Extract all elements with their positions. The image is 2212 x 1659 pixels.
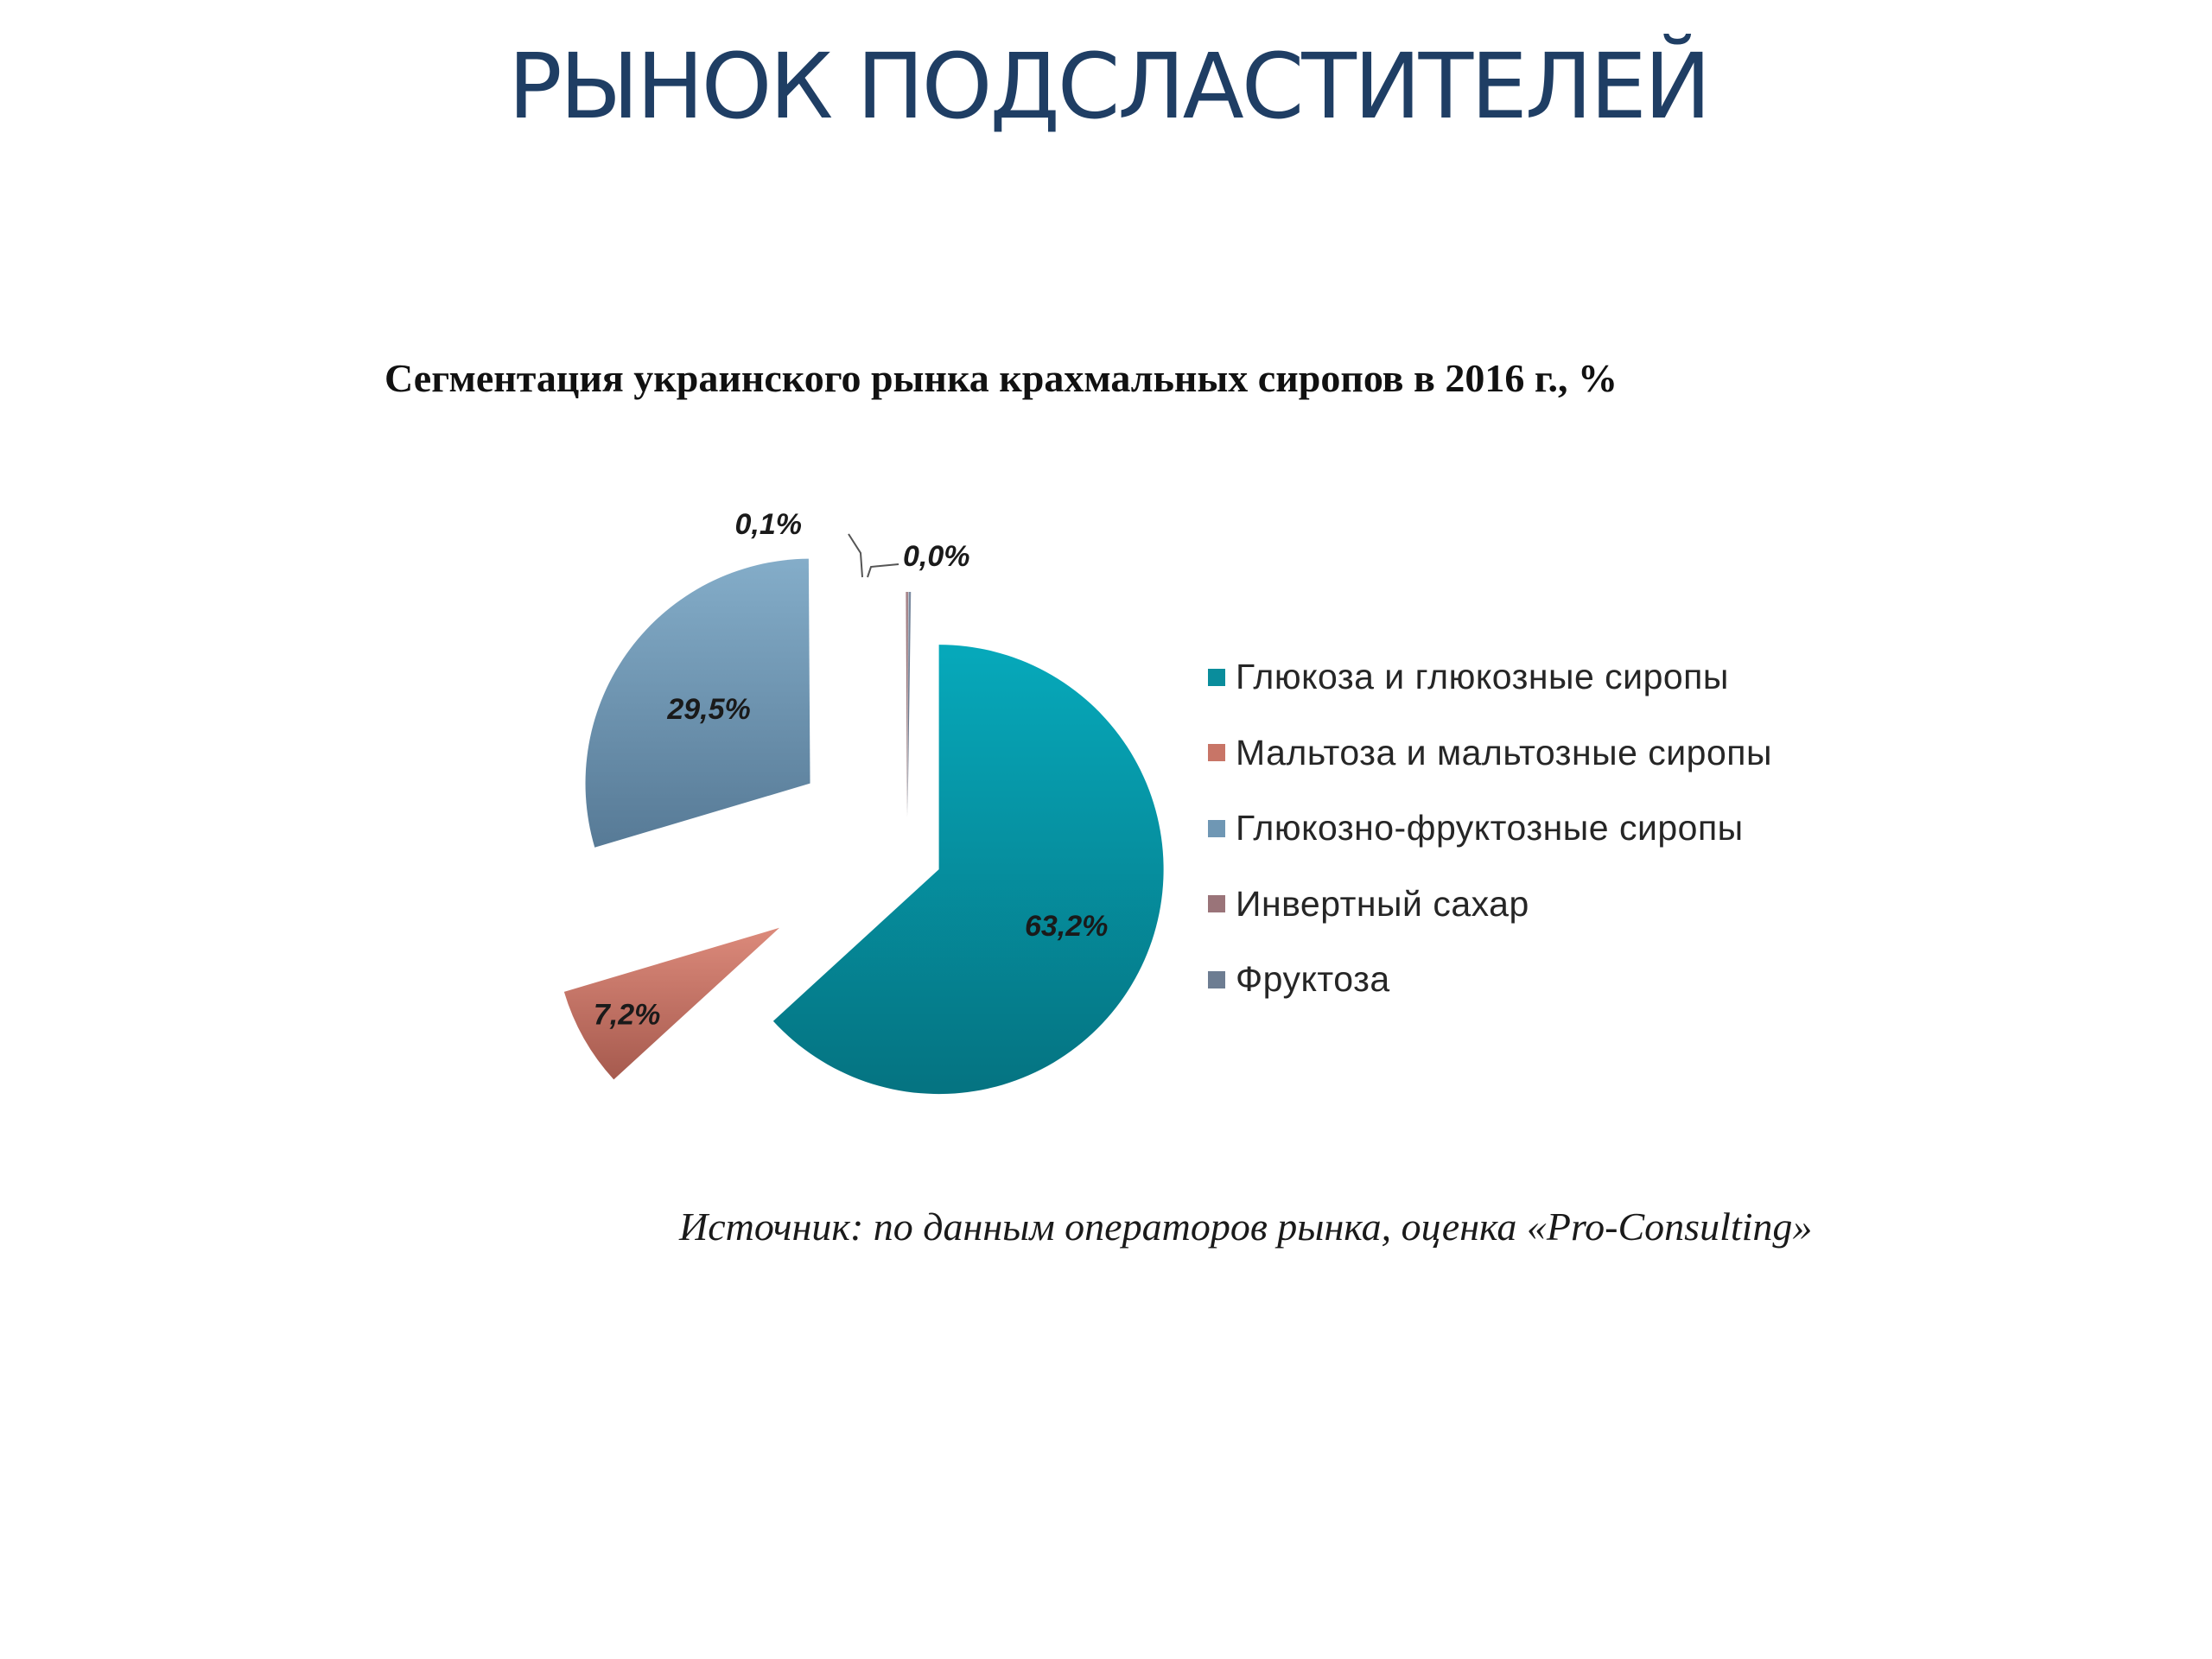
legend-swatch — [1208, 971, 1225, 988]
legend-item — [1208, 867, 1772, 943]
slice-label: 0,0% — [903, 540, 970, 573]
legend-label: Глюкоза и глюкозные сиропы — [1236, 657, 1729, 697]
pie-slice — [907, 592, 911, 817]
pie-slice — [773, 645, 1164, 1094]
legend-item — [1208, 942, 1772, 1018]
legend — [1208, 639, 1772, 1018]
leader-line — [868, 564, 899, 577]
slice-label: 63,2% — [1024, 910, 1109, 944]
legend-swatch — [1208, 669, 1225, 686]
legend-label: Глюкозно-фруктозные сиропы — [1236, 808, 1744, 849]
slice-label: 29,5% — [667, 692, 751, 726]
leader-line — [849, 534, 862, 577]
slide-title: РЫНОК ПОДСЛАСТИТЕЛЕЙ — [508, 34, 1709, 139]
legend-label: Мальтоза и мальтозные сиропы — [1236, 732, 1772, 772]
chart-title: Сегментация украинского рынка крахмальных сиропов в 2016 г., % — [385, 356, 1618, 400]
legend-label: Фруктоза — [1236, 959, 1390, 1000]
legend-swatch — [1208, 744, 1225, 761]
legend-item — [1208, 639, 1772, 715]
legend-swatch — [1208, 820, 1225, 837]
slice-label: 7,2% — [593, 998, 661, 1032]
slice-label: 0,1% — [734, 508, 802, 541]
legend-swatch — [1208, 895, 1225, 912]
legend-item — [1208, 715, 1772, 791]
source-note: Источник: по данным операторов рынка, оценка «Pro-Consulting» — [679, 1205, 1813, 1249]
legend-label: Инвертный сахар — [1236, 883, 1529, 924]
legend-item — [1208, 791, 1772, 867]
